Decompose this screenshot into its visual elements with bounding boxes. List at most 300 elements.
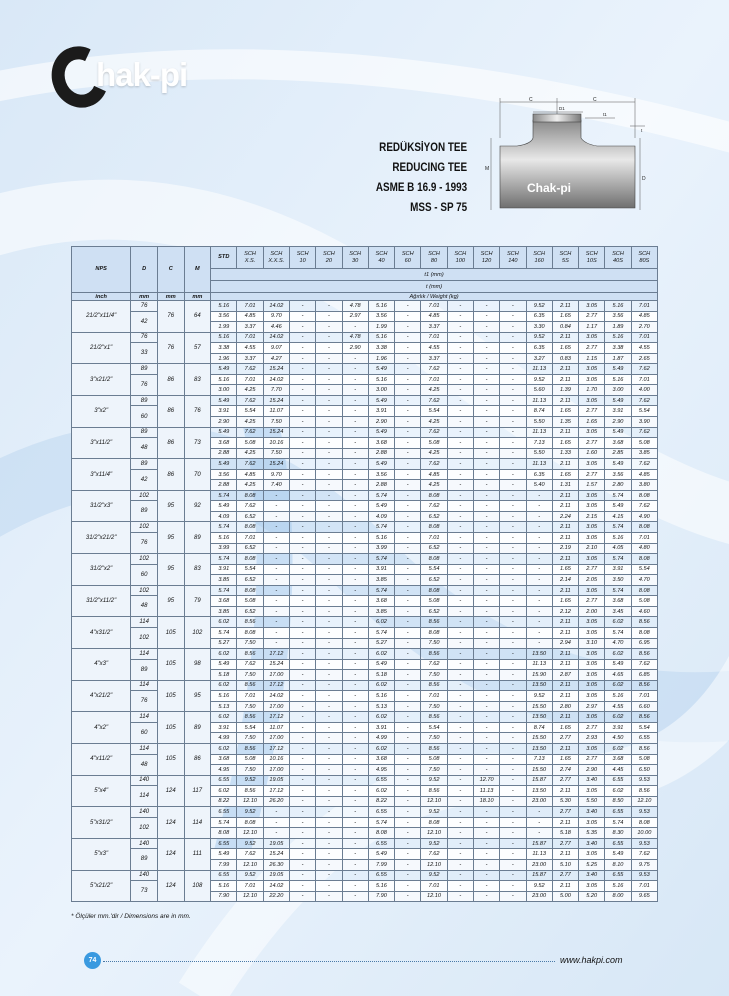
cell-value: - <box>395 881 421 892</box>
cell-d-run: 102 <box>131 554 158 565</box>
cell-value: - <box>289 332 315 343</box>
cell-value: - <box>342 374 368 385</box>
cell-value: 5.30 <box>552 796 578 807</box>
cell-value: 2.90 <box>579 765 605 776</box>
cell-value: - <box>395 554 421 565</box>
cell-value: - <box>289 406 315 417</box>
header-sch-value: 5S <box>562 257 569 264</box>
header-sch-label: SCH <box>585 250 598 257</box>
cell-value: 7.01 <box>631 301 657 312</box>
cell-value: 13.50 <box>526 680 552 691</box>
cell-value: 3.37 <box>237 322 263 333</box>
cell-value: - <box>342 765 368 776</box>
cell-value: - <box>289 585 315 596</box>
cell-value: - <box>263 554 289 565</box>
cell-value: - <box>500 459 526 470</box>
cell-value: 5.25 <box>579 859 605 870</box>
cell-value: - <box>342 575 368 586</box>
cell-value: 6.55 <box>211 807 237 818</box>
cell-value: 4.25 <box>421 480 447 491</box>
cell-nps: 4"x21/2" <box>72 680 131 712</box>
cell-value: 2.11 <box>552 786 578 797</box>
cell-value: - <box>289 501 315 512</box>
cell-value: - <box>395 374 421 385</box>
cell-value: 1.65 <box>552 438 578 449</box>
cell-value: - <box>342 469 368 480</box>
cell-value: 2.11 <box>552 332 578 343</box>
cell-value: 4.99 <box>368 733 394 744</box>
header-sch-9 <box>473 247 499 269</box>
cell-value: 5.16 <box>368 691 394 702</box>
cell-value: - <box>473 427 499 438</box>
cell-value: 3.68 <box>605 754 631 765</box>
cell-value: 6.02 <box>605 786 631 797</box>
cell-value: 6.50 <box>631 765 657 776</box>
cell-value: - <box>289 891 315 902</box>
cell-value: - <box>395 343 421 354</box>
cell-value: 12.10 <box>421 828 447 839</box>
cell-nps: 5"x21/2" <box>72 870 131 902</box>
cell-value: 7.62 <box>237 395 263 406</box>
cell-value: - <box>342 554 368 565</box>
cell-d-branch: 33 <box>131 343 158 364</box>
cell-value: - <box>473 543 499 554</box>
cell-nps: 3"x11/4" <box>72 459 131 491</box>
cell-value: 6.02 <box>211 786 237 797</box>
cell-value: - <box>263 511 289 522</box>
cell-value: - <box>447 828 473 839</box>
cell-value: - <box>500 469 526 480</box>
header-sch-label: SCH <box>349 250 362 257</box>
cell-value: - <box>342 754 368 765</box>
cell-value: 6.02 <box>368 712 394 723</box>
cell-nps: 31/2"x2" <box>72 554 131 586</box>
header-sch-value: X.S. <box>244 257 256 264</box>
cell-value: - <box>395 606 421 617</box>
cell-value: 5.74 <box>211 585 237 596</box>
cell-value: 3.91 <box>211 722 237 733</box>
cell-value: 2.11 <box>552 743 578 754</box>
cell-value: 3.05 <box>579 617 605 628</box>
cell-value: - <box>342 649 368 660</box>
table-row <box>72 364 658 375</box>
cell-value: 2.97 <box>579 701 605 712</box>
cell-value: 26.20 <box>263 796 289 807</box>
header-sch-3 <box>316 247 342 269</box>
cell-value: 7.13 <box>526 754 552 765</box>
cell-value: 6.52 <box>237 575 263 586</box>
cell-value: 5.49 <box>211 427 237 438</box>
cell-value: 1.65 <box>552 722 578 733</box>
cell-value: 5.08 <box>237 438 263 449</box>
cell-value: - <box>395 754 421 765</box>
cell-value: - <box>473 807 499 818</box>
cell-value: - <box>500 374 526 385</box>
cell-value: 22.20 <box>263 891 289 902</box>
cell-value: 23.00 <box>526 891 552 902</box>
cell-nps: 5"x31/2" <box>72 807 131 839</box>
cell-value: 4.85 <box>421 469 447 480</box>
cell-value: 11.13 <box>526 364 552 375</box>
cell-value: - <box>316 891 342 902</box>
cell-value: 6.02 <box>211 649 237 660</box>
cell-d-run: 114 <box>131 617 158 628</box>
cell-value: - <box>342 406 368 417</box>
cell-value: 6.02 <box>605 649 631 660</box>
cell-d-run: 89 <box>131 395 158 406</box>
cell-value: - <box>342 385 368 396</box>
cell-value: 5.54 <box>237 722 263 733</box>
cell-value: 13.50 <box>526 786 552 797</box>
cell-value: 9.53 <box>631 870 657 881</box>
cell-value: 12.10 <box>421 796 447 807</box>
cell-value: - <box>316 659 342 670</box>
cell-value: 5.08 <box>421 754 447 765</box>
cell-value: - <box>395 395 421 406</box>
cell-value: 5.00 <box>552 891 578 902</box>
header-sch-1 <box>263 247 289 269</box>
cell-value: 8.56 <box>237 743 263 754</box>
cell-value: 4.85 <box>631 311 657 322</box>
cell-value: - <box>473 564 499 575</box>
cell-value: 17.12 <box>263 649 289 660</box>
cell-value: 6.35 <box>526 311 552 322</box>
cell-value: 5.54 <box>421 406 447 417</box>
cell-value: - <box>447 554 473 565</box>
cell-value: - <box>316 417 342 428</box>
cell-value: - <box>263 627 289 638</box>
cell-value: - <box>395 575 421 586</box>
cell-value: 12.10 <box>421 891 447 902</box>
cell-value: 7.50 <box>263 448 289 459</box>
cell-value: 2.11 <box>552 501 578 512</box>
cell-value: - <box>289 385 315 396</box>
cell-value: 4.70 <box>605 638 631 649</box>
cell-value: - <box>447 501 473 512</box>
cell-value: 3.80 <box>631 480 657 491</box>
cell-value: 3.10 <box>579 638 605 649</box>
cell-value: 3.05 <box>579 691 605 702</box>
cell-value: - <box>316 627 342 638</box>
cell-value: 15.24 <box>263 395 289 406</box>
cell-value: - <box>447 796 473 807</box>
cell-value: - <box>316 554 342 565</box>
header-sch-label: SCH <box>454 250 467 257</box>
cell-value: 2.11 <box>552 617 578 628</box>
unit-mm-c: mm <box>157 293 184 301</box>
cell-value: - <box>289 469 315 480</box>
cell-value: 3.00 <box>368 385 394 396</box>
cell-value: - <box>316 374 342 385</box>
cell-value: 3.05 <box>579 881 605 892</box>
cell-value: - <box>342 712 368 723</box>
cell-value: 1.70 <box>579 385 605 396</box>
cell-value: - <box>342 417 368 428</box>
cell-value: 11.13 <box>526 849 552 860</box>
cell-value: - <box>342 606 368 617</box>
cell-value: 5.54 <box>631 722 657 733</box>
header-sch-12 <box>552 247 578 269</box>
header-sch-label: SCH <box>480 250 493 257</box>
cell-value: 1.57 <box>579 480 605 491</box>
cell-value: 6.52 <box>237 543 263 554</box>
cell-value: 4.25 <box>421 385 447 396</box>
cell-value: 5.16 <box>211 374 237 385</box>
cell-value: - <box>316 691 342 702</box>
cell-value: 3.56 <box>605 311 631 322</box>
cell-m: 79 <box>184 585 211 617</box>
cell-value: 3.91 <box>368 406 394 417</box>
cell-value: - <box>342 627 368 638</box>
cell-value: 8.56 <box>631 743 657 754</box>
cell-value: 5.74 <box>605 817 631 828</box>
cell-value: - <box>316 480 342 491</box>
cell-value: - <box>342 733 368 744</box>
cell-value: 5.49 <box>368 459 394 470</box>
cell-value: 7.50 <box>421 670 447 681</box>
cell-value: 18.10 <box>473 796 499 807</box>
cell-value: - <box>526 627 552 638</box>
cell-value: - <box>316 301 342 312</box>
cell-value: - <box>526 817 552 828</box>
cell-value: - <box>342 585 368 596</box>
cell-value: 8.08 <box>237 817 263 828</box>
cell-value: - <box>395 585 421 596</box>
header-sch-value: 140 <box>508 257 518 264</box>
cell-value: - <box>316 870 342 881</box>
header-sch-10 <box>500 247 526 269</box>
cell-value: - <box>447 480 473 491</box>
cell-value: 3.91 <box>605 722 631 733</box>
cell-value: - <box>316 438 342 449</box>
cell-value: 8.08 <box>631 627 657 638</box>
cell-value: - <box>447 838 473 849</box>
cell-value: - <box>395 459 421 470</box>
cell-value: 8.56 <box>237 649 263 660</box>
cell-value: 6.35 <box>526 469 552 480</box>
cell-value: 5.74 <box>368 554 394 565</box>
cell-value: 1.96 <box>211 353 237 364</box>
cell-value: 11.13 <box>526 427 552 438</box>
cell-value: 6.95 <box>631 638 657 649</box>
header-sch-label: SCH <box>244 250 256 257</box>
cell-value: 5.49 <box>605 501 631 512</box>
cell-value: 8.08 <box>421 490 447 501</box>
cell-value: - <box>316 828 342 839</box>
cell-value: 2.77 <box>579 754 605 765</box>
cell-value: 8.50 <box>605 796 631 807</box>
cell-value: 6.55 <box>211 838 237 849</box>
header-sch-11 <box>526 247 552 269</box>
cell-value: - <box>500 807 526 818</box>
cell-value: 7.50 <box>421 765 447 776</box>
cell-value: 8.56 <box>237 786 263 797</box>
table-row <box>72 680 658 691</box>
cell-value: 8.08 <box>421 627 447 638</box>
cell-value: 5.60 <box>526 385 552 396</box>
cell-value: 7.62 <box>237 849 263 860</box>
header-sch-13 <box>579 247 605 269</box>
cell-value: - <box>289 817 315 828</box>
cell-value: - <box>473 385 499 396</box>
cell-d-run: 76 <box>131 301 158 312</box>
cell-value: 1.99 <box>211 322 237 333</box>
cell-value: 6.02 <box>368 743 394 754</box>
cell-value: 7.50 <box>421 701 447 712</box>
table-row <box>72 617 658 628</box>
header-sch-value: 120 <box>481 257 492 264</box>
cell-value: - <box>473 511 499 522</box>
cell-value: 7.62 <box>421 849 447 860</box>
unit-mm-m: mm <box>184 293 211 301</box>
cell-value: - <box>289 438 315 449</box>
cell-value: - <box>289 796 315 807</box>
cell-value: 3.05 <box>579 627 605 638</box>
cell-value: 3.85 <box>368 575 394 586</box>
cell-value: 14.02 <box>263 374 289 385</box>
cell-d-run: 140 <box>131 775 158 786</box>
cell-value: 8.56 <box>237 712 263 723</box>
cell-d-branch: 76 <box>131 533 158 554</box>
cell-d-run: 89 <box>131 364 158 375</box>
cell-value: 3.05 <box>579 332 605 343</box>
cell-value: 2.12 <box>552 606 578 617</box>
cell-value: - <box>289 596 315 607</box>
cell-value: - <box>473 691 499 702</box>
cell-value: 2.11 <box>552 427 578 438</box>
cell-value: 3.37 <box>421 322 447 333</box>
cell-value: 4.85 <box>631 469 657 480</box>
cell-m: 108 <box>184 870 211 902</box>
cell-d-run: 114 <box>131 712 158 723</box>
cell-value: - <box>395 596 421 607</box>
cell-value: 3.91 <box>211 406 237 417</box>
cell-d-branch: 42 <box>131 469 158 490</box>
cell-value: - <box>289 627 315 638</box>
cell-value: 2.90 <box>605 417 631 428</box>
cell-value: - <box>473 395 499 406</box>
cell-value: 8.08 <box>237 627 263 638</box>
cell-value: 17.12 <box>263 712 289 723</box>
cell-d-branch: 60 <box>131 406 158 427</box>
cell-value: 2.90 <box>211 417 237 428</box>
cell-value: 23.00 <box>526 796 552 807</box>
cell-value: 4.25 <box>421 448 447 459</box>
cell-value: - <box>473 490 499 501</box>
cell-d-branch: 102 <box>131 817 158 838</box>
cell-value: 7.50 <box>421 733 447 744</box>
cell-value: 15.87 <box>526 838 552 849</box>
header-sch-label: SCH <box>506 250 519 257</box>
cell-value: 9.52 <box>421 807 447 818</box>
cell-value: - <box>342 448 368 459</box>
cell-value: - <box>447 575 473 586</box>
cell-value: - <box>289 649 315 660</box>
cell-value: - <box>500 617 526 628</box>
cell-value: 3.00 <box>605 385 631 396</box>
cell-value: 6.55 <box>368 838 394 849</box>
cell-value: - <box>289 543 315 554</box>
cell-value: 7.01 <box>631 374 657 385</box>
reducing-tee-table <box>71 246 658 902</box>
cell-value: 3.37 <box>237 353 263 364</box>
cell-value: - <box>395 511 421 522</box>
header-sch-value: 10 <box>299 257 306 264</box>
cell-value: 9.52 <box>526 374 552 385</box>
cell-value: 8.08 <box>237 490 263 501</box>
cell-value: - <box>500 838 526 849</box>
cell-value: - <box>500 427 526 438</box>
cell-value: 15.90 <box>526 670 552 681</box>
cell-value: - <box>316 585 342 596</box>
cell-value: 12.10 <box>237 859 263 870</box>
cell-value: 5.16 <box>368 332 394 343</box>
cell-value: - <box>500 311 526 322</box>
cell-value: 5.74 <box>368 490 394 501</box>
header-sch-2 <box>289 247 315 269</box>
cell-value: 5.54 <box>421 564 447 575</box>
cell-value: 6.02 <box>605 712 631 723</box>
cell-value: 2.77 <box>579 596 605 607</box>
cell-value: - <box>316 701 342 712</box>
cell-value: 3.91 <box>368 722 394 733</box>
cell-value: - <box>500 870 526 881</box>
cell-value: - <box>447 374 473 385</box>
cell-value: 7.01 <box>237 332 263 343</box>
cell-value: 2.88 <box>211 480 237 491</box>
cell-value: - <box>289 606 315 617</box>
cell-value: 3.30 <box>526 322 552 333</box>
website-link[interactable]: www.hakpi.com <box>560 955 623 965</box>
table-row <box>72 743 658 754</box>
cell-value: - <box>473 659 499 670</box>
cell-value: 7.62 <box>237 501 263 512</box>
cell-value: 6.52 <box>421 511 447 522</box>
cell-value: 4.55 <box>421 343 447 354</box>
cell-value: - <box>342 881 368 892</box>
cell-value: 17.12 <box>263 743 289 754</box>
cell-d-run: 102 <box>131 585 158 596</box>
header-sch-value: 80 <box>430 257 438 264</box>
cell-value: 3.00 <box>211 385 237 396</box>
cell-value: 8.74 <box>526 406 552 417</box>
cell-value: - <box>447 701 473 712</box>
cell-value: - <box>447 670 473 681</box>
cell-value: - <box>395 712 421 723</box>
cell-value: 5.74 <box>605 490 631 501</box>
cell-value: 8.00 <box>605 891 631 902</box>
cell-d-run: 102 <box>131 522 158 533</box>
cell-value: - <box>342 459 368 470</box>
cell-value: - <box>500 385 526 396</box>
cell-value: 2.11 <box>552 533 578 544</box>
cell-value: - <box>500 849 526 860</box>
cell-value: 8.08 <box>237 554 263 565</box>
cell-d-branch: 60 <box>131 564 158 585</box>
cell-value: 5.16 <box>605 301 631 312</box>
cell-value: 5.74 <box>211 490 237 501</box>
cell-value: - <box>447 385 473 396</box>
cell-value: - <box>500 722 526 733</box>
cell-value: - <box>473 701 499 712</box>
cell-value: - <box>342 701 368 712</box>
cell-value: - <box>447 511 473 522</box>
cell-value: 3.91 <box>368 564 394 575</box>
cell-value: 2.88 <box>211 448 237 459</box>
cell-value: - <box>526 564 552 575</box>
cell-value: - <box>395 490 421 501</box>
cell-value: - <box>447 638 473 649</box>
